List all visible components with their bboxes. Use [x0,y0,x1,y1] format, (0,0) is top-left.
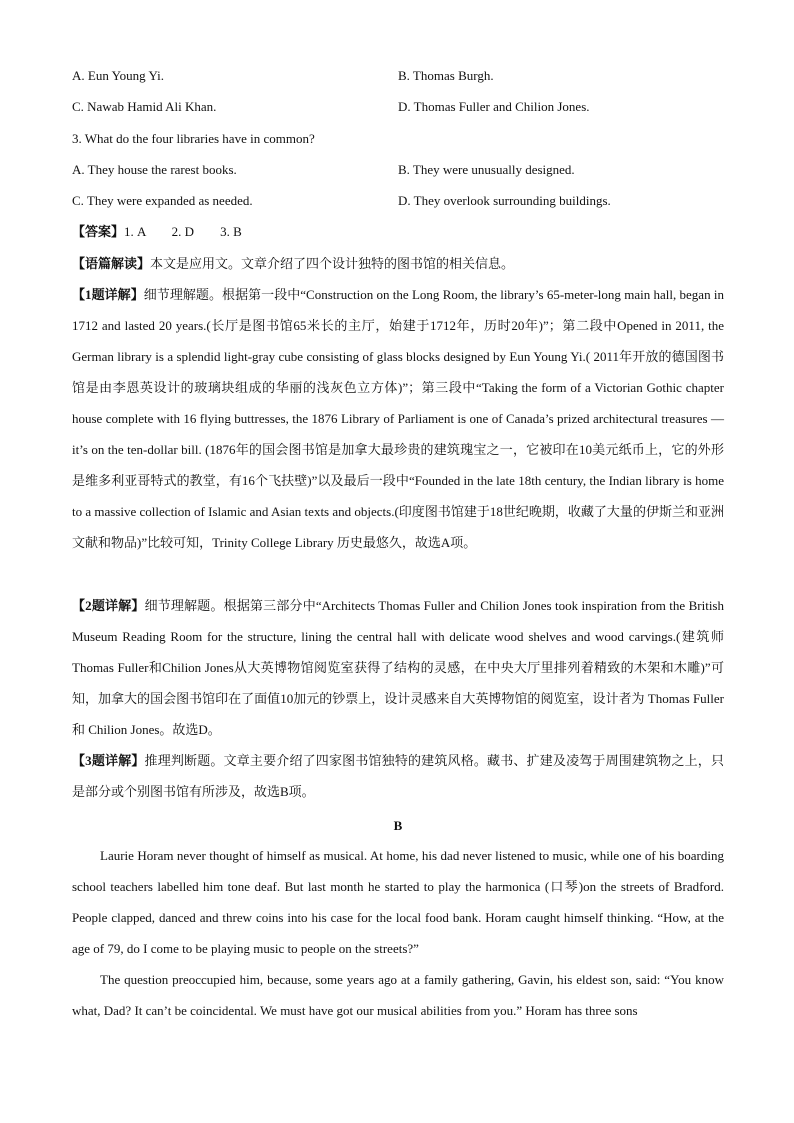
detail-2-text: 细节理解题。根据第三部分中“Architects Thomas Fuller and Chilion Jones took inspiration from the British Museum Reading Room for the structure, lining the central hall with delicate wood shelves and wood carvings.(建筑师Thomas Fuller和Chilion Jones从大英博物馆阅览室获得了结构的灵感，在中央大厅里排列着精致的木架和木雕)”可知，加拿大的国会图书馆印在了面值10加元的钞票上，设计灵感来自大英博物馆的阅览室，设计者为 Thomas Fuller和 Chilion Jones。故选D。 [72,598,724,737]
detail-3-text: 推理判断题。文章主要介绍了四家图书馆独特的建筑风格。藏书、扩建及凌驾于周围建筑物之上，只是部分或个别图书馆有所涉及，故选B项。 [72,753,724,799]
q3-options-row-1 [72,161,724,179]
q3-options-row-2 [72,192,724,210]
summary-tag: 【语篇解读】 [72,256,151,271]
answer-tag: 【答案】 [72,224,125,239]
detail-1-text: 细节理解题。根据第一段中“Construction on the Long Room, the library’s 65-meter-long main hall, began in 1712 and lasted 20 years.(长厅是图书馆65米长的主厅，始建于1712年，历时20年)”；第二段中Opened in 2011, the German library is a splendid light-gray cube consisting of glass blocks designed by Eun Young Yi.( 2011年开放的德国图书馆是由李恩英设计的玻璃块组成的华丽的浅灰色立方体)”；第三段中“Taking the form of a Victorian Gothic chapter house complete with 16 flying buttresses, the 1876 Library of Parliament is one of Canada’s prized architectural treasures — it’s on the ten-dollar bill. (1876年的国会图书馆是加拿大最珍贵的建筑瑰宝之一，它被印在10美元纸币上，它的外形是维多利亚哥特式的教堂，有16个飞扶壁)”以及最后一段中“Founded in the late 18th century, the Indian library is home to a massive collection of Islamic and Asian texts and objects.(印度图书馆建于18世纪晚期，收藏了大量的伊斯兰和亚洲文献和物品)”比较可知，Trinity College Library 历史最悠久，故选A项。 [72,287,724,550]
section-b-heading: B [393,818,403,833]
q3-option-d: D. They overlook surrounding buildings. [398,193,611,208]
summary-line [72,255,514,273]
answer-text: 1. A 2. D 3. B [124,224,242,239]
section-b-paragraph-1: Laurie Horam never thought of himself as musical. At home, his dad never listened to music, while one of his boarding school teachers labelled him tone deaf. But last month he started to play the harmonica (口琴)on the streets of Bradford. People clapped, danced and threw coins into his case for the local food bank. Horam caught himself thinking. “How, at the age of 79, do I come to be playing music to people on the streets?” [72,848,724,956]
detail-1-tag: 【1题详解】 [72,287,144,302]
q3-option-a: A. They house the rarest books. [72,162,237,177]
section-b-paragraph-2: The question preoccupied him, because, some years ago at a family gathering, Gavin, his eldest son, said: “You know what, Dad? It can’t be coincidental. We must have got our musical abilities from you.” Horam has three sons [72,972,724,1018]
q3-option-b: B. They were unusually designed. [398,162,575,177]
detail-3-tag: 【3题详解】 [72,753,145,768]
answer-line [72,223,242,241]
detail-3-paragraph [72,745,724,807]
summary-text: 本文是应用文。文章介绍了四个设计独特的图书馆的相关信息。 [150,256,515,271]
detail-2-paragraph [72,590,724,745]
detail-2-tag: 【2题详解】 [72,598,145,613]
q3-option-c: C. They were expanded as needed. [72,193,253,208]
q2-option-b: B. Thomas Burgh. [398,68,494,83]
q3-stem: 3. What do the four libraries have in common? [72,131,315,146]
q2-option-a: A. Eun Young Yi. [72,68,164,83]
q2-options-row-2 [72,98,724,116]
q2-option-c: C. Nawab Hamid Ali Khan. [72,99,217,114]
detail-1-paragraph [72,279,724,558]
q2-options-row-1 [72,67,724,85]
q2-option-d: D. Thomas Fuller and Chilion Jones. [398,99,590,114]
